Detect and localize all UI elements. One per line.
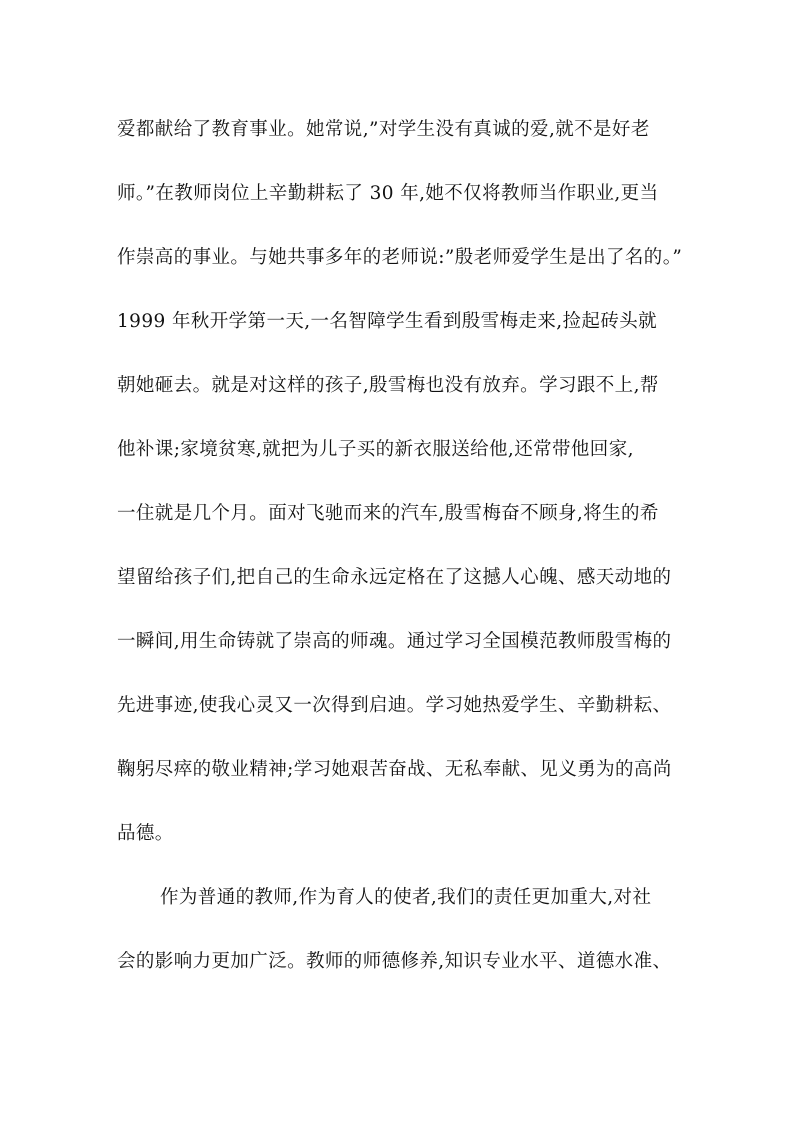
paragraph-line: 朝她砸去。就是对这样的孩子,殷雪梅也没有放弃。学习跟不上,帮 bbox=[117, 375, 659, 396]
paragraph-line: 爱都献给了教育事业。她常说,”对学生没有真诚的爱,就不是好老 bbox=[117, 119, 650, 140]
paragraph-line: 望留给孩子们,把自己的生命永远定格在了这撼人心魄、感天动地的 bbox=[117, 567, 672, 588]
paragraph-line: 1999 年秋开学第一天,一名智障学生看到殷雪梅走来,捡起砖头就 bbox=[117, 311, 658, 332]
paragraph-line: 师。”在教师岗位上辛勤耕耘了 30 年,她不仅将教师当作职业,更当 bbox=[117, 183, 659, 204]
paragraph-line: 会的影响力更加广泛。教师的师德修养,知识专业水平、道德水准、 bbox=[117, 951, 672, 972]
paragraph-line: 他补课;家境贫寒,就把为儿子买的新衣服送给他,还常带他回家, bbox=[117, 439, 634, 460]
paragraph-line: 一瞬间,用生命铸就了崇高的师魂。通过学习全国模范教师殷雪梅的 bbox=[117, 631, 672, 652]
paragraph-line: 品德。 bbox=[117, 823, 174, 844]
paragraph-line: 作崇高的事业。与她共事多年的老师说:”殷老师爱学生是出了名的。” bbox=[117, 247, 683, 268]
paragraph-line: 鞠躬尽瘁的敬业精神;学习她艰苦奋战、无私奉献、见义勇为的高尚 bbox=[117, 759, 672, 780]
paragraph-line: 作为普通的教师,作为育人的使者,我们的责任更加重大,对社 bbox=[160, 887, 652, 908]
paragraph-line: 先进事迹,使我心灵又一次得到启迪。学习她热爱学生、辛勤耕耘、 bbox=[117, 695, 672, 716]
paragraph-line: 一住就是几个月。面对飞驰而来的汽车,殷雪梅奋不顾身,将生的希 bbox=[117, 503, 659, 524]
